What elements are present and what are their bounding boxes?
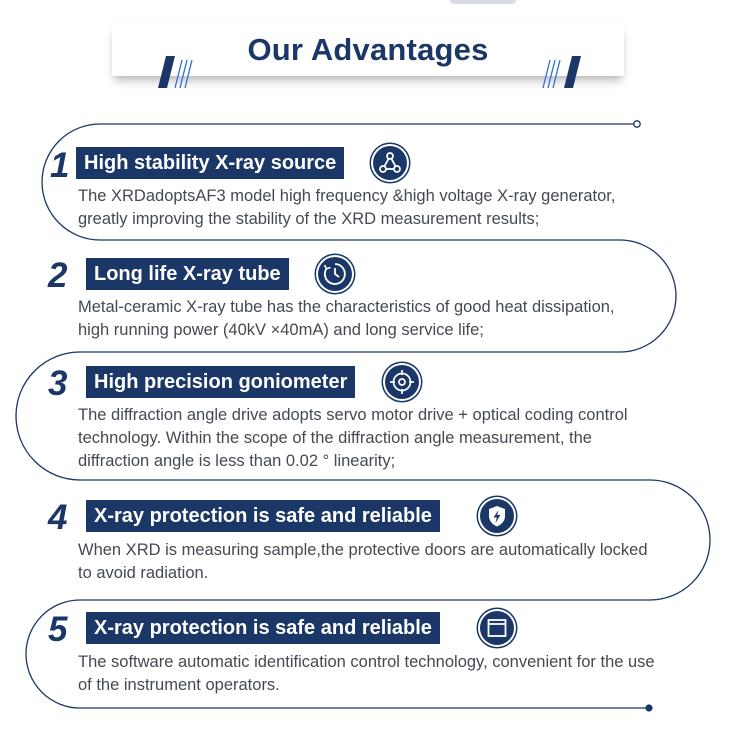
item-description — [78, 404, 628, 473]
item-number: 4 — [48, 498, 68, 537]
description-line: technology. Within the scope of the diffraction angle measurement, the — [78, 429, 592, 447]
window-icon — [480, 611, 514, 645]
triangle-nodes-icon — [373, 146, 407, 180]
item-title: High precision goniometer — [86, 366, 355, 398]
shield-bolt-icon — [480, 499, 514, 533]
description-line: of the instrument operators. — [78, 676, 280, 694]
description-line: diffraction angle is less than 0.02 ° linearity; — [78, 452, 396, 470]
item-title: Long life X-ray tube — [86, 258, 289, 290]
description-line: The software automatic identification control technology, convenient for the use — [78, 653, 655, 671]
item-description — [78, 651, 655, 697]
item-number: 2 — [48, 256, 68, 295]
description-line: greatly improving the stability of the XRD measurement results; — [78, 210, 540, 228]
item-description — [78, 185, 615, 231]
item-number: 3 — [48, 364, 68, 403]
description-line: Metal-ceramic X-ray tube has the characteristics of good heat dissipation, — [78, 298, 615, 316]
description-line: to avoid radiation. — [78, 564, 209, 582]
item-description — [78, 539, 648, 585]
target-icon — [385, 365, 419, 399]
item-description — [78, 296, 615, 342]
item-title: X-ray protection is safe and reliable — [86, 500, 440, 532]
item-title: X-ray protection is safe and reliable — [86, 612, 440, 644]
item-title: High stability X-ray source — [76, 147, 344, 179]
description-line: The diffraction angle drive adopts servo motor drive + optical coding control — [78, 406, 628, 424]
clock-icon — [318, 257, 352, 291]
description-line: The XRDadoptsAF3 model high frequency &high voltage X-ray generator, — [78, 187, 616, 205]
page-title: Our Advantages — [247, 32, 489, 67]
description-line: high running power (40kV ×40mA) and long service life; — [78, 321, 484, 339]
description-line: When XRD is measuring sample,the protective doors are automatically locked — [78, 541, 648, 559]
item-number: 1 — [50, 146, 70, 185]
item-number: 5 — [48, 610, 68, 649]
